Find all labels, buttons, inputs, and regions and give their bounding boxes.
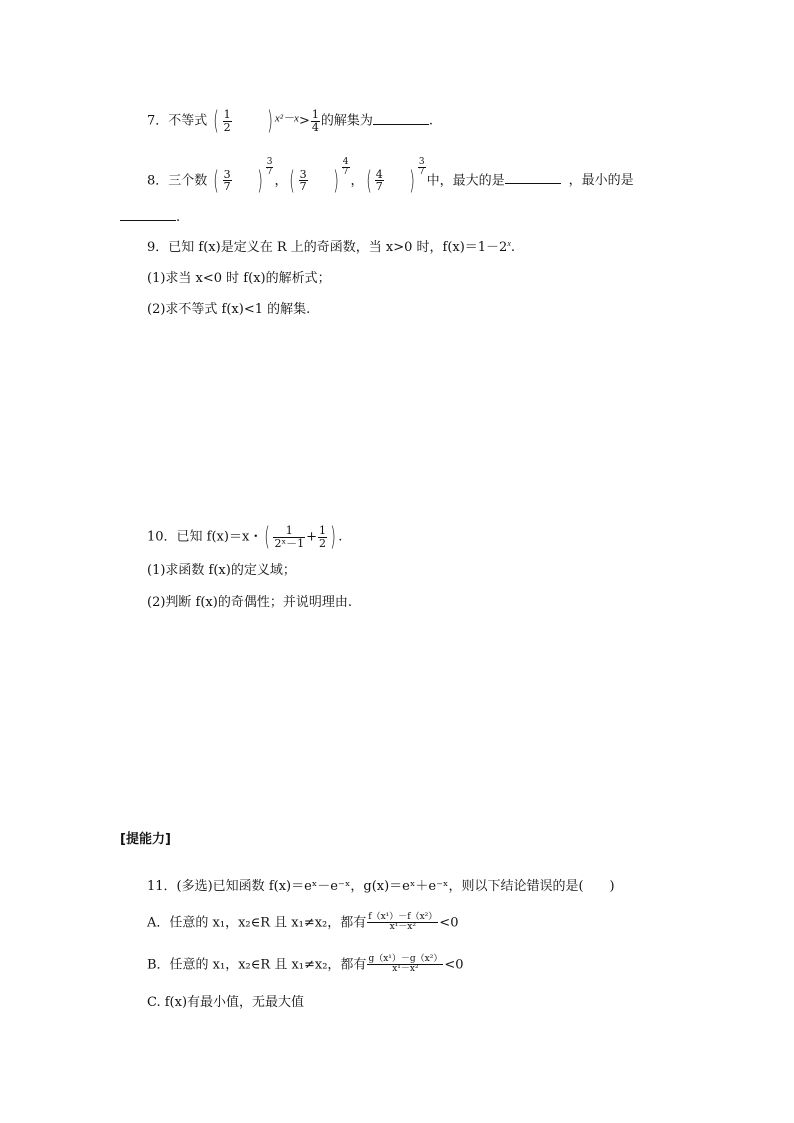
- question-8-continued: [120, 208, 180, 224]
- q7-label: 7．不等式: [147, 113, 208, 129]
- q8-label: 8．三个数: [147, 173, 208, 189]
- q8-mid2: ，最小的是: [568, 173, 634, 189]
- question-10-part-2: (2)判断 f(x)的奇偶性；并说明理由.: [147, 595, 352, 610]
- q11-a-text: A．任意的 x₁，x₂∈R 且 x₁≠x₂，都有: [147, 915, 367, 931]
- q8-c-base: $\frac{4}{7}$: [375, 167, 383, 194]
- question-11-stem: 11．(多选)已知函数 f(x)＝eˣ－e⁻ˣ，g(x)＝eˣ＋e⁻ˣ，则以下结论错误的是( ): [147, 879, 615, 894]
- q7-answer-blank[interactable]: [373, 112, 429, 125]
- q7-exponent: x²－x: [274, 112, 299, 125]
- q7-base-fraction: $\frac{1}{2}$: [223, 107, 231, 134]
- q10-end: .: [338, 529, 343, 545]
- q10-paren-close: ): [330, 522, 336, 552]
- q8-a-exp: $\frac{3}{7}$: [266, 157, 273, 178]
- question-8: [147, 158, 634, 194]
- q8-c-paren-close: ): [408, 165, 415, 196]
- question-7: [147, 108, 433, 134]
- q10-paren-open: (: [264, 522, 271, 552]
- q7-rhs-fraction: $\frac{1}{4}$: [311, 107, 319, 134]
- q7-paren-open: (: [213, 106, 220, 136]
- q10-fraction-1: $\frac{1}{\text{2ˣ－1}}$: [274, 523, 305, 550]
- question-9-stem: [147, 240, 515, 254]
- q8-b-exp: $\frac{4}{7}$: [342, 157, 349, 178]
- q8-min-blank[interactable]: [120, 208, 176, 221]
- q8-max-blank[interactable]: [505, 171, 561, 184]
- q11-a-post: <0: [439, 915, 459, 931]
- q11-b-post: <0: [444, 957, 464, 973]
- q7-tail: 的解集为: [320, 113, 373, 129]
- q10-stem-text: 10．已知 f(x)＝x・: [147, 529, 263, 545]
- question-9-part-1: (1)求当 x<0 时 f(x)的解析式；: [147, 271, 331, 286]
- q8-a-base: $\frac{3}{7}$: [223, 167, 231, 194]
- q8-b-base: $\frac{3}{7}$: [299, 167, 307, 194]
- q8-a-paren-open: (: [213, 165, 220, 196]
- q8-c-exp: $\frac{3}{7}$: [418, 157, 425, 178]
- q11-option-b[interactable]: [147, 955, 464, 975]
- q8-sep-1: ，: [274, 173, 288, 189]
- question-9-part-2: (2)求不等式 f(x)<1 的解集.: [147, 302, 311, 317]
- q8-sep-2: ，: [350, 173, 364, 189]
- q11-a-fraction: $\frac{\text{f（x¹）－f（x²）}}{\text{x¹－x²}}$: [368, 912, 438, 933]
- q10-fraction-2: $\frac{1}{2}$: [319, 523, 327, 550]
- q8-a-paren-close: ): [256, 165, 263, 196]
- q11-option-a[interactable]: [147, 913, 458, 933]
- question-10-stem: [147, 524, 342, 550]
- q7-paren-close: ): [267, 106, 273, 136]
- q8-b-paren-close: ): [332, 165, 339, 196]
- q9-stem-end: .: [510, 240, 516, 255]
- q8-mid: 中，最大的是: [426, 173, 505, 189]
- q7-end: .: [428, 113, 433, 129]
- question-10-part-1: (1)求函数 f(x)的定义域；: [147, 563, 296, 578]
- q9-stem-exponent: x: [507, 239, 511, 248]
- q11-b-fraction: $\frac{\text{g（x¹）－g（x²）}}{\text{x¹－x²}}$: [368, 954, 443, 975]
- q8-end: .: [176, 210, 181, 225]
- q7-gt: >: [298, 113, 310, 129]
- q8-b-paren-open: (: [289, 165, 296, 196]
- section-title: [提能力]: [120, 832, 171, 847]
- q9-stem-text: 9．已知 f(x)是定义在 R 上的奇函数，当 x>0 时，f(x)＝1－2: [147, 240, 508, 255]
- q11-b-text: B．任意的 x₁，x₂∈R 且 x₁≠x₂，都有: [147, 957, 367, 973]
- q10-plus: +: [306, 529, 318, 545]
- q8-c-paren-open: (: [365, 165, 372, 196]
- q11-option-c[interactable]: C. f(x)有最小值，无最大值: [147, 995, 305, 1010]
